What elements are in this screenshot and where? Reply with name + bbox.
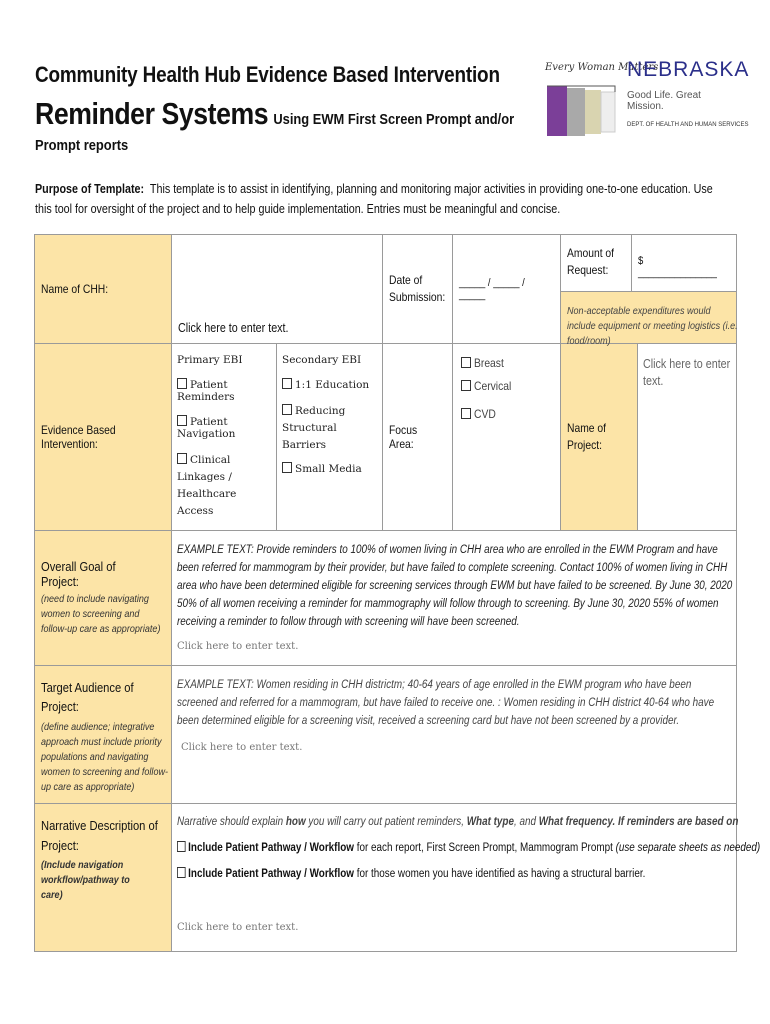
chh-name-value: Click here to enter text. [178,321,289,335]
audience-label-cell [35,666,172,804]
audience-click: Click here to enter text. [181,742,303,753]
audience-input[interactable] [172,666,737,804]
goal-click: Click here to enter text. [177,641,299,652]
secondary-ebi-option[interactable]: 1:1 Education [282,378,377,391]
checkbox-icon[interactable] [461,408,471,419]
amount-cell [561,235,738,347]
secondary-ebi-option[interactable]: Reducing Structural Barriers [282,405,346,451]
state-map-icon [545,80,621,138]
title-small: Using EWM First Screen Prompt and/or [273,111,515,128]
title-big: Reminder Systems [35,96,269,131]
project-name-value: Click here to enter text. [643,357,731,388]
ewm-logo-text: Every Woman Matters [545,62,659,73]
checkbox-icon[interactable] [282,462,292,473]
primary-ebi-option[interactable]: Clinical Linkages / Healthcare Access [177,454,237,517]
narrative-item-2: Include Patient Pathway / Workflow for those women you have identified as having a structural barrier. [177,867,653,880]
chh-name-label-cell [35,235,172,344]
focus-label: Focus Area: [389,423,418,451]
primary-ebi-option[interactable]: Patient Reminders [177,379,235,403]
audience-sublabel: (define audience; integrative approach must include priority populations and navigating women to screening and follow-up care as appropriate) [41,721,168,793]
focus-options-cell [453,344,561,531]
primary-ebi-option[interactable]: Patient Navigation [177,416,236,440]
focus-option[interactable]: Cervical [461,379,552,393]
checkbox-icon[interactable] [461,380,471,391]
focus-option[interactable]: Breast [461,356,552,370]
purpose-label: Purpose of Template: [35,182,145,196]
primary-ebi-cell [172,344,277,531]
checkbox-icon[interactable] [177,453,187,464]
narrative-item-1: Include Patient Pathway / Workflow for each report, First Screen Prompt, Mammogram Prompt (use separate sheets as needed) [177,841,653,854]
ebi-label-cell [35,344,172,531]
amount-input[interactable] [632,235,736,291]
header-title [35,96,514,132]
purpose-body: This template is to assist in identifying, planning and monitoring major activities in providing one-to-one education. Use this tool for oversight of the project and to help guide implementation. Entries must be meaningful and concise. [35,182,713,216]
narrative-label: Narrative Description of Project: [41,818,158,853]
primary-ebi-title: Primary EBI [177,354,243,366]
nebraska-ewm-logo [543,58,750,140]
header-line3: Prompt reports [35,137,129,154]
checkbox-icon[interactable] [461,357,471,368]
date-input[interactable] [453,235,561,344]
audience-label: Target Audience of Project: [41,680,134,714]
focus-label-cell [383,344,453,531]
chh-name-label: Name of CHH: [41,282,109,296]
amount-value: $ _______________ [638,255,718,279]
purpose-text [35,179,723,219]
narrative-sublabel: (Include navigation workflow/pathway to care) [41,859,130,901]
tagline: Good Life. Great Mission. [627,90,701,112]
ebi-label: Evidence Based Intervention: [41,423,116,451]
checkbox-icon[interactable] [177,378,187,389]
secondary-ebi-option[interactable]: Small Media [282,462,377,475]
project-name-label-cell [561,344,638,531]
header-line1: Community Health Hub Evidence Based Intervention [35,62,500,87]
checkbox-icon[interactable] [177,867,186,878]
checkbox-icon[interactable] [177,841,186,852]
checkbox-icon[interactable] [282,404,292,415]
nonaccept-note: Non-acceptable expenditures would include equipment or meeting logistics (i.e. food/room) [567,305,738,347]
date-value: _____ / _____ / _____ [459,277,525,301]
narrative-input[interactable] [172,804,761,952]
date-label: Date of Submission: [389,273,446,304]
secondary-ebi-cell [277,344,383,531]
checkbox-icon[interactable] [282,378,292,389]
secondary-ebi-title: Secondary EBI [282,354,362,366]
dept-name: DEPT. OF HEALTH AND HUMAN SERVICES [627,122,749,128]
goal-example: EXAMPLE TEXT: Provide reminders to 100% of women living in CHH area who are enrolled in the EWM Program and have been referred for mammogram by their provider, but have failed to complete screening. Contact 100% of women living in CHH area who have been determined eligible for screening services through EWM but have failed to be screened. By June 30, 2020 50% of all women receiving a reminder for mammography will follow through to screening. By June 30, 2020 55% of women receiving a reminder to follow through with screening will have been screened. [177,544,733,628]
date-label-cell [383,235,453,344]
narrative-click: Click here to enter text. [177,922,299,933]
audience-example: EXAMPLE TEXT: Women residing in CHH districtm; 40-64 years of age enrolled in the EWM program who have been screened and referred for a mammogram, but have failed to receive one. : Women residing in CHH district 40-64 who have been determined eligible for a screening visit, received a screening card but have not been screened by a provider. [177,679,715,727]
goal-input[interactable] [172,531,737,666]
chh-name-input[interactable] [172,235,383,344]
narrative-label-cell [35,804,172,952]
checkbox-icon[interactable] [177,415,187,426]
focus-option[interactable]: CVD [461,407,552,421]
narrative-intro: Narrative should explain how you will carry out patient reminders, What type, and What frequency. If reminders are based on [177,816,739,828]
intervention-form [34,234,761,952]
amount-label: Amount of Request: [567,246,615,277]
nebraska-wordmark: NEBRASKA [627,58,750,81]
project-name-label: Name of Project: [567,421,607,452]
goal-label: Overall Goal of Project: [41,559,116,589]
goal-sublabel: (need to include navigating women to screening and follow-up care as appropriate) [41,593,161,635]
goal-label-cell [35,531,172,666]
project-name-input[interactable] [638,344,737,531]
